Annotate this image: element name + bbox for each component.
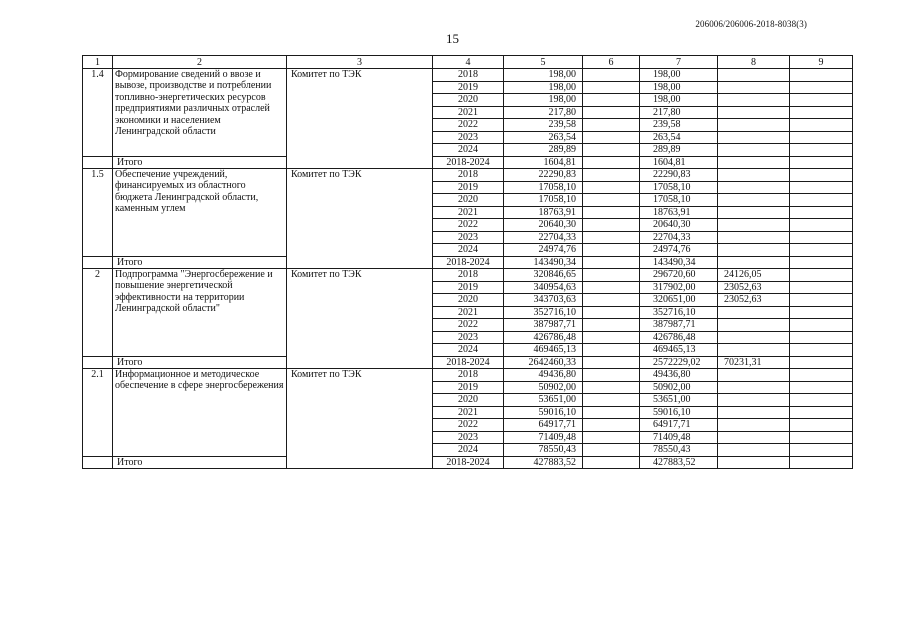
amount-col8-cell bbox=[718, 144, 790, 157]
year-cell: 2024 bbox=[433, 444, 504, 457]
item-executor: Комитет по ТЭК bbox=[287, 369, 433, 469]
amount-col7-cell: 320651,00 bbox=[640, 294, 718, 307]
total-col6-cell bbox=[583, 456, 640, 469]
amount-col8-cell bbox=[718, 319, 790, 332]
amount-col9-cell bbox=[790, 144, 853, 157]
year-cell: 2020 bbox=[433, 294, 504, 307]
amount-col6-cell bbox=[583, 381, 640, 394]
amount-col8-cell bbox=[718, 444, 790, 457]
item-name: Формирование сведений о ввозе и вывозе, производстве и потреблении топливно-энергетических ресурсов предприятиями различных отраслей экономики и населением Ленинградской области bbox=[113, 69, 287, 157]
amount-col9-cell bbox=[790, 306, 853, 319]
amount-total-cell: 387987,71 bbox=[504, 319, 583, 332]
amount-total-cell: 217,80 bbox=[504, 106, 583, 119]
year-cell: 2022 bbox=[433, 419, 504, 432]
amount-total-cell: 22290,83 bbox=[504, 169, 583, 182]
amount-col8-cell bbox=[718, 69, 790, 82]
amount-col9-cell bbox=[790, 281, 853, 294]
total-amount-cell: 2642460,33 bbox=[504, 356, 583, 369]
amount-col9-cell bbox=[790, 194, 853, 207]
col-header-9: 9 bbox=[790, 56, 853, 69]
total-label: Итого bbox=[113, 356, 287, 369]
total-col8-cell bbox=[718, 456, 790, 469]
amount-col7-cell: 17058,10 bbox=[640, 181, 718, 194]
amount-col7-cell: 317902,00 bbox=[640, 281, 718, 294]
year-cell: 2019 bbox=[433, 181, 504, 194]
amount-col7-cell: 469465,13 bbox=[640, 344, 718, 357]
amount-col8-cell bbox=[718, 194, 790, 207]
amount-col6-cell bbox=[583, 206, 640, 219]
amount-col6-cell bbox=[583, 69, 640, 82]
amount-col6-cell bbox=[583, 181, 640, 194]
total-col6-cell bbox=[583, 256, 640, 269]
total-col8-cell bbox=[718, 256, 790, 269]
col-header-4: 4 bbox=[433, 56, 504, 69]
amount-col7-cell: 296720,60 bbox=[640, 269, 718, 282]
item-name: Подпрограмма "Энергосбережение и повышение энергетической эффективности на территории Ленинградской области" bbox=[113, 269, 287, 357]
total-col9-cell bbox=[790, 456, 853, 469]
col-header-5: 5 bbox=[504, 56, 583, 69]
table-row bbox=[83, 169, 853, 182]
amount-col8-cell bbox=[718, 431, 790, 444]
amount-total-cell: 239,58 bbox=[504, 119, 583, 132]
amount-col6-cell bbox=[583, 231, 640, 244]
amount-col6-cell bbox=[583, 244, 640, 257]
total-amount-cell: 143490,34 bbox=[504, 256, 583, 269]
year-cell: 2019 bbox=[433, 281, 504, 294]
item-number: 1.4 bbox=[83, 69, 113, 157]
amount-col9-cell bbox=[790, 431, 853, 444]
amount-col8-cell bbox=[718, 181, 790, 194]
amount-col7-cell: 64917,71 bbox=[640, 419, 718, 432]
year-cell: 2019 bbox=[433, 81, 504, 94]
amount-col9-cell bbox=[790, 381, 853, 394]
amount-col8-cell bbox=[718, 131, 790, 144]
amount-col9-cell bbox=[790, 69, 853, 82]
total-label: Итого bbox=[113, 256, 287, 269]
document-code: 206006/206006-2018-8038(3) bbox=[695, 19, 807, 29]
amount-col6-cell bbox=[583, 144, 640, 157]
amount-total-cell: 78550,43 bbox=[504, 444, 583, 457]
col-header-7: 7 bbox=[640, 56, 718, 69]
amount-col6-cell bbox=[583, 194, 640, 207]
total-period: 2018-2024 bbox=[433, 356, 504, 369]
amount-col7-cell: 24974,76 bbox=[640, 244, 718, 257]
amount-col6-cell bbox=[583, 331, 640, 344]
item-number: 2 bbox=[83, 269, 113, 357]
year-cell: 2023 bbox=[433, 231, 504, 244]
amount-col9-cell bbox=[790, 119, 853, 132]
amount-col9-cell bbox=[790, 181, 853, 194]
table-row bbox=[83, 69, 853, 82]
amount-col8-cell: 23052,63 bbox=[718, 294, 790, 307]
amount-col6-cell bbox=[583, 281, 640, 294]
amount-total-cell: 53651,00 bbox=[504, 394, 583, 407]
total-col9-cell bbox=[790, 156, 853, 169]
amount-col6-cell bbox=[583, 431, 640, 444]
year-cell: 2018 bbox=[433, 269, 504, 282]
amount-col9-cell bbox=[790, 269, 853, 282]
amount-col7-cell: 50902,00 bbox=[640, 381, 718, 394]
amount-total-cell: 340954,63 bbox=[504, 281, 583, 294]
amount-col9-cell bbox=[790, 81, 853, 94]
total-amount-cell: 1604,81 bbox=[504, 156, 583, 169]
total-row bbox=[83, 156, 853, 169]
amount-total-cell: 198,00 bbox=[504, 94, 583, 107]
amount-col7-cell: 17058,10 bbox=[640, 194, 718, 207]
amount-total-cell: 64917,71 bbox=[504, 419, 583, 432]
amount-col8-cell bbox=[718, 394, 790, 407]
amount-col9-cell bbox=[790, 331, 853, 344]
amount-col9-cell bbox=[790, 319, 853, 332]
amount-col7-cell: 198,00 bbox=[640, 94, 718, 107]
amount-col6-cell bbox=[583, 394, 640, 407]
amount-total-cell: 469465,13 bbox=[504, 344, 583, 357]
amount-col7-cell: 71409,48 bbox=[640, 431, 718, 444]
year-cell: 2020 bbox=[433, 394, 504, 407]
amount-total-cell: 49436,80 bbox=[504, 369, 583, 382]
total-spacer bbox=[83, 256, 113, 269]
amount-col7-cell: 59016,10 bbox=[640, 406, 718, 419]
year-cell: 2022 bbox=[433, 219, 504, 232]
amount-total-cell: 263,54 bbox=[504, 131, 583, 144]
page-number: 15 bbox=[446, 31, 459, 46]
amount-col8-cell bbox=[718, 106, 790, 119]
table-row bbox=[83, 269, 853, 282]
year-cell: 2018 bbox=[433, 169, 504, 182]
amount-col6-cell bbox=[583, 269, 640, 282]
col-header-8: 8 bbox=[718, 56, 790, 69]
amount-col6-cell bbox=[583, 94, 640, 107]
amount-col8-cell bbox=[718, 169, 790, 182]
amount-total-cell: 71409,48 bbox=[504, 431, 583, 444]
total-amount-cell: 427883,52 bbox=[504, 456, 583, 469]
amount-col7-cell: 18763,91 bbox=[640, 206, 718, 219]
total-spacer bbox=[83, 456, 113, 469]
item-executor: Комитет по ТЭК bbox=[287, 169, 433, 269]
amount-col8-cell bbox=[718, 381, 790, 394]
amount-col7-cell: 198,00 bbox=[640, 69, 718, 82]
year-cell: 2018 bbox=[433, 69, 504, 82]
amount-col8-cell bbox=[718, 344, 790, 357]
year-cell: 2020 bbox=[433, 194, 504, 207]
amount-col6-cell bbox=[583, 294, 640, 307]
amount-col6-cell bbox=[583, 444, 640, 457]
amount-total-cell: 17058,10 bbox=[504, 194, 583, 207]
total-col7-cell: 2572229,02 bbox=[640, 356, 718, 369]
amount-col6-cell bbox=[583, 306, 640, 319]
total-spacer bbox=[83, 356, 113, 369]
amount-col7-cell: 198,00 bbox=[640, 81, 718, 94]
total-col7-cell: 143490,34 bbox=[640, 256, 718, 269]
amount-col6-cell bbox=[583, 406, 640, 419]
amount-total-cell: 17058,10 bbox=[504, 181, 583, 194]
total-period: 2018-2024 bbox=[433, 456, 504, 469]
amount-total-cell: 24974,76 bbox=[504, 244, 583, 257]
amount-col6-cell bbox=[583, 169, 640, 182]
amount-col7-cell: 49436,80 bbox=[640, 369, 718, 382]
year-cell: 2024 bbox=[433, 244, 504, 257]
year-cell: 2024 bbox=[433, 344, 504, 357]
amount-col9-cell bbox=[790, 219, 853, 232]
amount-col8-cell bbox=[718, 206, 790, 219]
amount-col8-cell bbox=[718, 331, 790, 344]
total-period: 2018-2024 bbox=[433, 256, 504, 269]
amount-total-cell: 343703,63 bbox=[504, 294, 583, 307]
year-cell: 2021 bbox=[433, 106, 504, 119]
item-executor: Комитет по ТЭК bbox=[287, 269, 433, 369]
total-col7-cell: 1604,81 bbox=[640, 156, 718, 169]
total-col8-cell bbox=[718, 156, 790, 169]
amount-total-cell: 50902,00 bbox=[504, 381, 583, 394]
amount-col7-cell: 20640,30 bbox=[640, 219, 718, 232]
total-period: 2018-2024 bbox=[433, 156, 504, 169]
amount-col8-cell: 23052,63 bbox=[718, 281, 790, 294]
amount-col8-cell bbox=[718, 406, 790, 419]
table-body bbox=[83, 69, 853, 469]
amount-col7-cell: 352716,10 bbox=[640, 306, 718, 319]
total-label: Итого bbox=[113, 456, 287, 469]
col-header-3: 3 bbox=[287, 56, 433, 69]
amount-col8-cell bbox=[718, 231, 790, 244]
amount-col9-cell bbox=[790, 131, 853, 144]
amount-col9-cell bbox=[790, 394, 853, 407]
item-number: 1.5 bbox=[83, 169, 113, 257]
amount-col9-cell bbox=[790, 231, 853, 244]
amount-col8-cell bbox=[718, 419, 790, 432]
year-cell: 2020 bbox=[433, 94, 504, 107]
amount-col8-cell: 24126,05 bbox=[718, 269, 790, 282]
column-number-row bbox=[83, 56, 853, 69]
amount-col6-cell bbox=[583, 319, 640, 332]
total-row bbox=[83, 456, 853, 469]
amount-col8-cell bbox=[718, 81, 790, 94]
amount-col6-cell bbox=[583, 219, 640, 232]
amount-col9-cell bbox=[790, 94, 853, 107]
amount-col7-cell: 78550,43 bbox=[640, 444, 718, 457]
total-col9-cell bbox=[790, 356, 853, 369]
amount-col7-cell: 426786,48 bbox=[640, 331, 718, 344]
amount-col8-cell bbox=[718, 306, 790, 319]
total-row bbox=[83, 256, 853, 269]
item-name: Обеспечение учреждений, финансируемых из областного бюджета Ленинградской области, каменным углем bbox=[113, 169, 287, 257]
amount-col9-cell bbox=[790, 406, 853, 419]
total-label: Итого bbox=[113, 156, 287, 169]
amount-col9-cell bbox=[790, 419, 853, 432]
amount-total-cell: 198,00 bbox=[504, 69, 583, 82]
year-cell: 2022 bbox=[433, 119, 504, 132]
total-row bbox=[83, 356, 853, 369]
amount-col9-cell bbox=[790, 294, 853, 307]
year-cell: 2023 bbox=[433, 131, 504, 144]
total-col6-cell bbox=[583, 356, 640, 369]
amount-col6-cell bbox=[583, 81, 640, 94]
amount-col8-cell bbox=[718, 94, 790, 107]
year-cell: 2021 bbox=[433, 306, 504, 319]
amount-col6-cell bbox=[583, 106, 640, 119]
year-cell: 2019 bbox=[433, 381, 504, 394]
amount-total-cell: 59016,10 bbox=[504, 406, 583, 419]
year-cell: 2022 bbox=[433, 319, 504, 332]
amount-col7-cell: 22290,83 bbox=[640, 169, 718, 182]
amount-col8-cell bbox=[718, 244, 790, 257]
amount-col7-cell: 53651,00 bbox=[640, 394, 718, 407]
year-cell: 2023 bbox=[433, 331, 504, 344]
col-header-2: 2 bbox=[113, 56, 287, 69]
total-spacer bbox=[83, 156, 113, 169]
amount-col8-cell bbox=[718, 219, 790, 232]
amount-total-cell: 18763,91 bbox=[504, 206, 583, 219]
year-cell: 2024 bbox=[433, 144, 504, 157]
amount-col9-cell bbox=[790, 369, 853, 382]
amount-total-cell: 320846,65 bbox=[504, 269, 583, 282]
item-number: 2.1 bbox=[83, 369, 113, 457]
amount-total-cell: 198,00 bbox=[504, 81, 583, 94]
amount-col9-cell bbox=[790, 344, 853, 357]
col-header-6: 6 bbox=[583, 56, 640, 69]
col-header-1: 1 bbox=[83, 56, 113, 69]
amount-col7-cell: 289,89 bbox=[640, 144, 718, 157]
amount-col6-cell bbox=[583, 419, 640, 432]
total-col7-cell: 427883,52 bbox=[640, 456, 718, 469]
amount-col6-cell bbox=[583, 344, 640, 357]
amount-col7-cell: 22704,33 bbox=[640, 231, 718, 244]
amount-total-cell: 352716,10 bbox=[504, 306, 583, 319]
amount-col6-cell bbox=[583, 369, 640, 382]
amount-total-cell: 20640,30 bbox=[504, 219, 583, 232]
total-col9-cell bbox=[790, 256, 853, 269]
budget-table bbox=[82, 55, 853, 469]
amount-col9-cell bbox=[790, 444, 853, 457]
amount-col6-cell bbox=[583, 131, 640, 144]
total-col6-cell bbox=[583, 156, 640, 169]
year-cell: 2021 bbox=[433, 406, 504, 419]
total-col8-cell: 70231,31 bbox=[718, 356, 790, 369]
amount-col9-cell bbox=[790, 106, 853, 119]
amount-col8-cell bbox=[718, 119, 790, 132]
year-cell: 2018 bbox=[433, 369, 504, 382]
amount-col6-cell bbox=[583, 119, 640, 132]
amount-col9-cell bbox=[790, 244, 853, 257]
amount-col9-cell bbox=[790, 169, 853, 182]
amount-col7-cell: 387987,71 bbox=[640, 319, 718, 332]
amount-total-cell: 426786,48 bbox=[504, 331, 583, 344]
amount-col8-cell bbox=[718, 369, 790, 382]
year-cell: 2023 bbox=[433, 431, 504, 444]
year-cell: 2021 bbox=[433, 206, 504, 219]
amount-total-cell: 289,89 bbox=[504, 144, 583, 157]
amount-col7-cell: 239,58 bbox=[640, 119, 718, 132]
amount-col9-cell bbox=[790, 206, 853, 219]
amount-col7-cell: 217,80 bbox=[640, 106, 718, 119]
item-executor: Комитет по ТЭК bbox=[287, 69, 433, 169]
amount-col7-cell: 263,54 bbox=[640, 131, 718, 144]
item-name: Информационное и методическое обеспечение в сфере энергосбережения bbox=[113, 369, 287, 457]
table-row bbox=[83, 369, 853, 382]
amount-total-cell: 22704,33 bbox=[504, 231, 583, 244]
